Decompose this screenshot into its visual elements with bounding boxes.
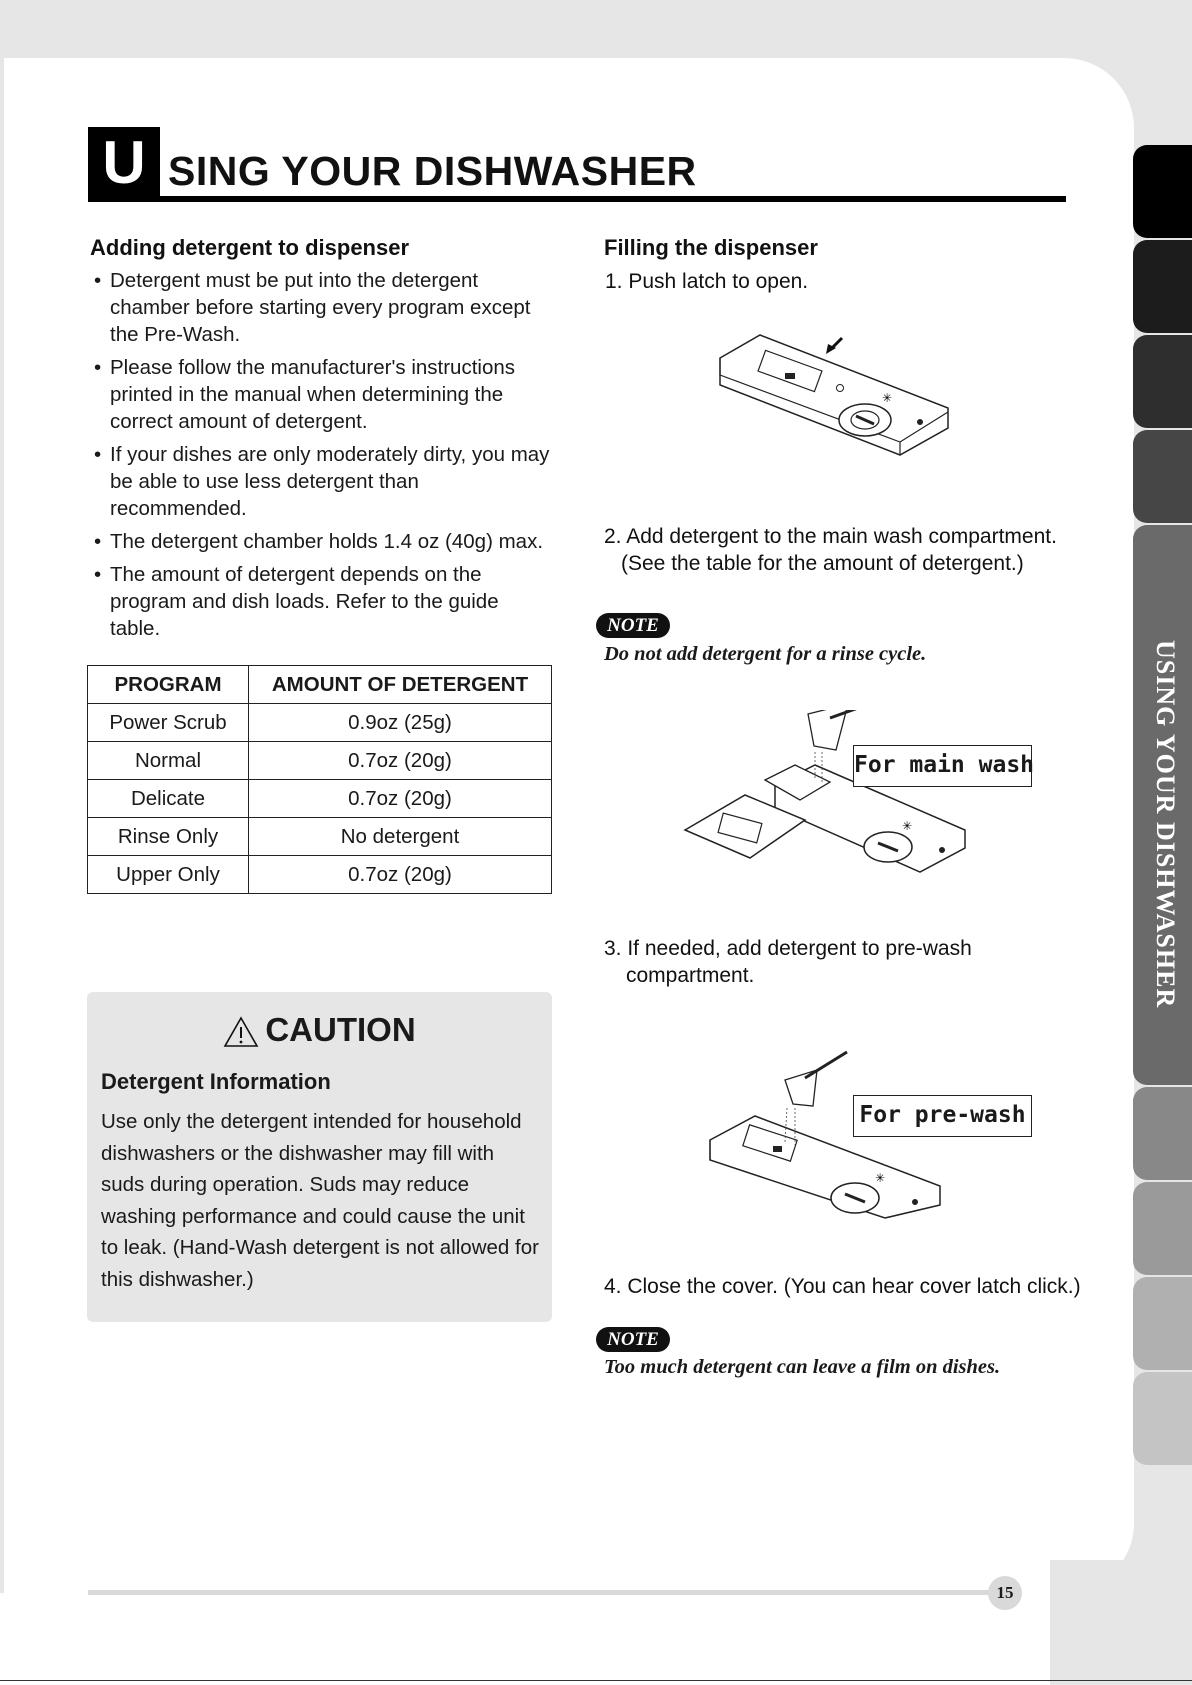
table-cell: 0.7oz (20g) bbox=[249, 780, 552, 818]
table-cell: Delicate bbox=[88, 780, 249, 818]
table-header-row bbox=[88, 666, 552, 704]
table-row bbox=[88, 818, 552, 856]
table-cell: Rinse Only bbox=[88, 818, 249, 856]
note-badge: NOTE bbox=[596, 613, 670, 638]
list-item: • The detergent chamber holds 1.4 oz (40g) max. bbox=[92, 528, 552, 555]
section-tab[interactable] bbox=[1133, 335, 1192, 428]
list-item: • Detergent must be put into the detergent chamber before starting every program except the Pre-Wash. bbox=[92, 267, 552, 348]
caution-subtitle: Detergent Information bbox=[101, 1069, 331, 1094]
step-2-detail: (See the table for the amount of detergent.) bbox=[621, 552, 1024, 575]
list-item: • The amount of detergent depends on the program and dish loads. Refer to the guide table. bbox=[92, 561, 552, 642]
table-cell: 0.7oz (20g) bbox=[249, 742, 552, 780]
table-header: AMOUNT OF DETERGENT bbox=[249, 666, 552, 704]
caution-box bbox=[87, 992, 552, 1322]
section-tab[interactable] bbox=[1133, 145, 1192, 238]
step-3-detail: compartment. bbox=[626, 964, 755, 987]
section-tab[interactable] bbox=[1133, 240, 1192, 333]
table-cell: Power Scrub bbox=[88, 704, 249, 742]
table-row bbox=[88, 704, 552, 742]
svg-text:✳: ✳ bbox=[902, 819, 913, 833]
detergent-table bbox=[87, 665, 552, 894]
table-cell: 0.9oz (25g) bbox=[249, 704, 552, 742]
note-badge: NOTE bbox=[596, 1327, 670, 1352]
table-cell: No detergent bbox=[249, 818, 552, 856]
filling-dispenser-title: Filling the dispenser bbox=[604, 235, 818, 260]
step-4: 4. Close the cover. (You can hear cover latch click.) bbox=[604, 1275, 1081, 1298]
section-tab[interactable] bbox=[1133, 1277, 1192, 1370]
note-text: Too much detergent can leave a film on dishes. bbox=[604, 1356, 1001, 1378]
warning-icon bbox=[223, 1016, 259, 1048]
table-cell: 0.7oz (20g) bbox=[249, 856, 552, 894]
title-initial: U bbox=[88, 127, 160, 199]
bottom-border bbox=[0, 1680, 1192, 1681]
table-cell: Normal bbox=[88, 742, 249, 780]
step-1: 1. Push latch to open. bbox=[605, 270, 809, 293]
svg-text:✳: ✳ bbox=[882, 391, 893, 405]
table-cell: Upper Only bbox=[88, 856, 249, 894]
note-text: Do not add detergent for a rinse cycle. bbox=[604, 643, 927, 665]
caution-heading bbox=[87, 1010, 552, 1050]
callout-main-wash: For main wash bbox=[853, 745, 1032, 787]
page-corner bbox=[1050, 1560, 1192, 1685]
page-title: SING YOUR DISHWASHER bbox=[168, 148, 697, 194]
list-item: • If your dishes are only moderately dirty, you may be able to use less detergent than recommended. bbox=[92, 441, 552, 522]
footer-rule bbox=[88, 1590, 998, 1595]
section-tab[interactable] bbox=[1133, 430, 1192, 523]
caution-body: Use only the detergent intended for household dishwashers or the dishwasher may fill with suds during operation. Suds may reduce washing performance and could cause the unit to leak. (Hand-Wash detergent is not allowed for this dishwasher.) bbox=[101, 1110, 539, 1291]
caution-label: CAUTION bbox=[265, 1011, 416, 1048]
step-3: 3. If needed, add detergent to pre-wash bbox=[604, 937, 972, 960]
section-tab[interactable] bbox=[1133, 1372, 1192, 1465]
page-number: 15 bbox=[988, 1576, 1022, 1610]
detergent-bullets bbox=[92, 267, 552, 648]
table-header: PROGRAM bbox=[88, 666, 249, 704]
table-row bbox=[88, 742, 552, 780]
section-tab[interactable] bbox=[1133, 1087, 1192, 1180]
section-tab[interactable] bbox=[1133, 1182, 1192, 1275]
table-row bbox=[88, 780, 552, 818]
step-2: 2. Add detergent to the main wash compartment. bbox=[604, 525, 1057, 548]
callout-pre-wash: For pre-wash bbox=[853, 1095, 1032, 1137]
list-item: • Please follow the manufacturer's instructions printed in the manual when determining the correct amount of detergent. bbox=[92, 354, 552, 435]
dispenser-closed-figure bbox=[710, 330, 960, 475]
adding-detergent-title: Adding detergent to dispenser bbox=[90, 235, 410, 260]
svg-text:✳: ✳ bbox=[875, 1171, 886, 1185]
title-rule bbox=[88, 196, 1066, 202]
side-tab-label: USING YOUR DISHWASHER bbox=[1151, 640, 1180, 1009]
table-row bbox=[88, 856, 552, 894]
dispenser-main-wash-figure bbox=[680, 710, 980, 900]
